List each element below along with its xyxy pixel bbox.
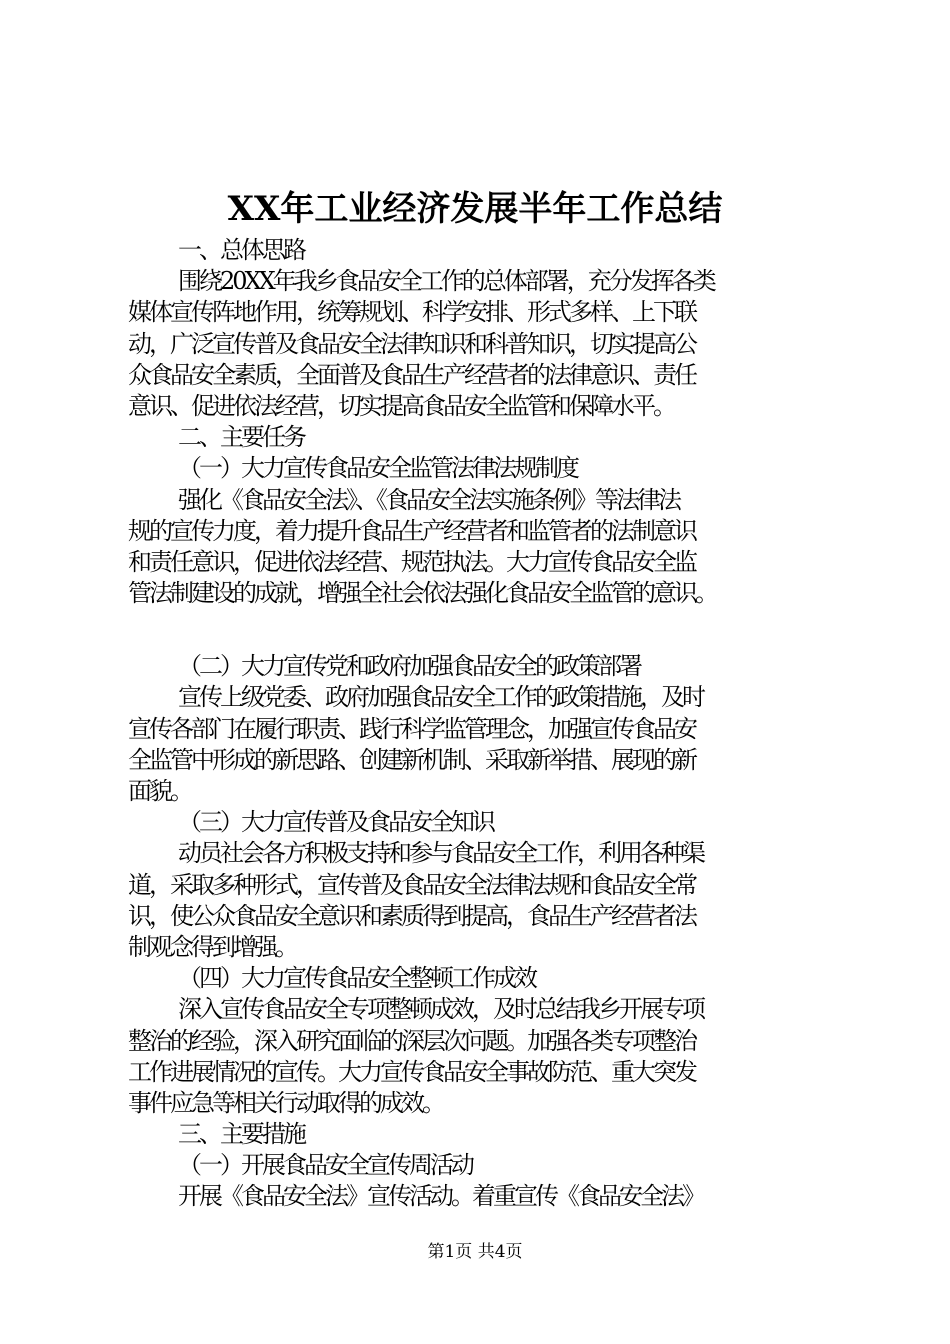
paragraph-line: 管法制建设的成就，增强全社会依法强化食品安全监管的意识。 <box>128 579 716 608</box>
paragraph-line: 宣传上级党委、政府加强食品安全工作的政策措施，及时 <box>178 683 703 712</box>
paragraph-line: 深入宣传食品安全专项整顿成效，及时总结我乡开展专项 <box>178 995 703 1024</box>
paragraph-line: 强化《食品安全法》、《食品安全法实施条例》等法律法 <box>178 485 679 514</box>
paragraph-line: 和责任意识，促进依法经营、规范执法。大力宣传食品安全监 <box>128 547 695 576</box>
page-number-footer: 第1页 共4页 <box>427 1242 523 1262</box>
subsection-heading: （三）大力宣传普及食品安全知识 <box>178 808 493 837</box>
document-title: XX年工业经济发展半年工作总结 <box>227 189 723 229</box>
paragraph-line: 开展《食品安全法》宣传活动。着重宣传《食品安全法》 <box>178 1182 703 1211</box>
paragraph-line: 媒体宣传阵地作用，统筹规划、科学安排、形式多样、上下联 <box>128 298 695 327</box>
document-body <box>128 235 848 1213</box>
paragraph-line: 宣传各部门在履行职责、践行科学监管理念，加强宣传食品安 <box>128 714 695 743</box>
paragraph-gap <box>128 609 848 651</box>
subsection-heading: （四）大力宣传食品安全整顿工作成效 <box>178 964 535 993</box>
paragraph-line: 面貌。 <box>128 777 191 805</box>
paragraph-line: 制观念得到增强。 <box>128 932 296 961</box>
section-heading: 三、主要措施 <box>178 1120 304 1149</box>
paragraph-line: 全监管中形成的新思路、创建新机制、采取新举措、展现的新 <box>128 745 695 774</box>
paragraph-line: 众食品安全素质，全面普及食品生产经营者的法律意识、责任 <box>128 360 695 389</box>
paragraph-line: 识，使公众食品安全意识和素质得到提高，食品生产经营者法 <box>128 901 695 930</box>
paragraph-line: 道，采取多种形式，宣传普及食品安全法律法规和食品安全常 <box>128 870 695 899</box>
paragraph-line: 事件应急等相关行动取得的成效。 <box>128 1088 443 1117</box>
paragraph-line: 意识、促进依法经营，切实提高食品安全监管和保障水平。 <box>128 391 674 420</box>
subsection-heading: （一）大力宣传食品安全监管法律法规制度 <box>178 454 577 483</box>
paragraph-line: 动，广泛宣传普及食品安全法律知识和科普知识，切实提高公 <box>128 329 695 358</box>
paragraph-line: 动员社会各方积极支持和参与食品安全工作，利用各种渠 <box>178 839 703 868</box>
paragraph-line: 规的宣传力度，着力提升食品生产经营者和监管者的法制意识 <box>128 516 695 545</box>
subsection-heading: （一）开展食品安全宣传周活动 <box>178 1151 472 1180</box>
paragraph-line: 整治的经验，深入研究面临的深层次问题。加强各类专项整治 <box>128 1026 695 1055</box>
paragraph-line: 工作进展情况的宣传。大力宣传食品安全事故防范、重大突发 <box>128 1057 695 1086</box>
section-heading: 一、总体思路 <box>178 236 304 264</box>
paragraph-line: 围绕20XX年我乡食品安全工作的总体部署，充分发挥各类 <box>178 267 714 296</box>
subsection-heading: （二）大力宣传党和政府加强食品安全的政策部署 <box>178 652 640 681</box>
section-heading: 二、主要任务 <box>178 423 304 452</box>
